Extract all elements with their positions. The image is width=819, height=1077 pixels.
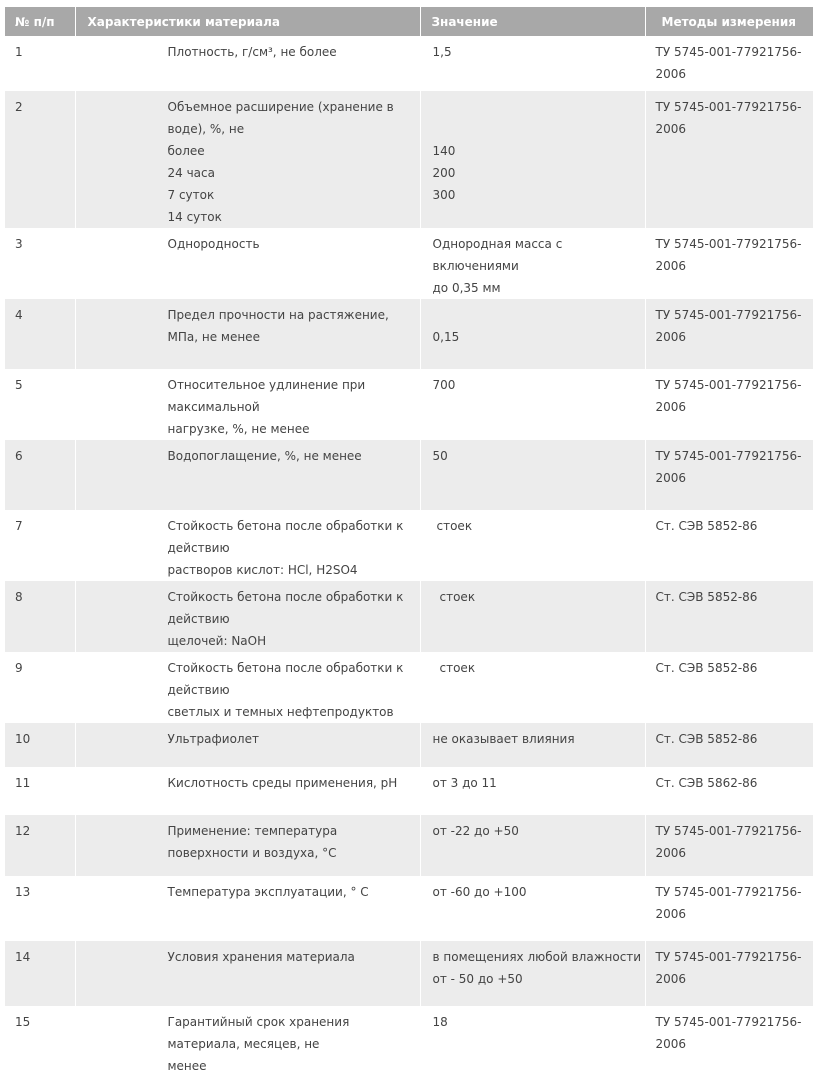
cell-number <box>5 36 75 91</box>
cell-number <box>5 581 75 652</box>
row-number: 14 <box>15 950 31 964</box>
table-row <box>5 652 813 723</box>
header-num: № п/п <box>5 7 75 36</box>
cell-number <box>5 767 75 815</box>
cell-method-line: ТУ 5745-001-77921756- <box>655 45 802 59</box>
cell-value-line: 50 <box>432 449 448 463</box>
cell-method-line: 2006 <box>655 67 687 81</box>
cell-value-line: 0,15 <box>432 330 460 344</box>
table-row <box>5 228 813 299</box>
cell-method-line: 2006 <box>655 972 687 986</box>
row-number: 1 <box>15 45 23 59</box>
cell-method-line: 2006 <box>655 1037 687 1051</box>
cell-characteristic-line: Водопоглащение, %, не менее <box>167 449 362 463</box>
cell-method-line: ТУ 5745-001-77921756- <box>655 950 802 964</box>
cell-method-line: Ст. СЭВ 5852-86 <box>655 732 758 746</box>
properties-table <box>5 7 813 1077</box>
cell-value <box>420 1006 645 1077</box>
header-method <box>645 7 813 36</box>
cell-value-line <box>433 96 645 118</box>
cell-method <box>645 91 813 228</box>
cell-method <box>645 36 813 91</box>
row-number: 6 <box>15 449 23 463</box>
cell-method-line: 2006 <box>655 846 687 860</box>
cell-value <box>420 941 645 1006</box>
cell-value-line: 140 <box>432 144 456 158</box>
cell-number <box>5 299 75 369</box>
cell-method-line: ТУ 5745-001-77921756- <box>655 824 802 838</box>
cell-value-line: 700 <box>432 378 456 392</box>
cell-characteristic-line: Однородность <box>167 237 260 251</box>
header-value-label: Значение <box>431 15 498 29</box>
cell-method <box>645 1006 813 1077</box>
cell-method-line: 2006 <box>655 400 687 414</box>
cell-characteristic-line: нагрузке, %, не менее <box>167 422 310 436</box>
cell-value <box>420 91 645 228</box>
header-characteristic <box>75 7 420 36</box>
table-row <box>5 510 813 581</box>
cell-value-line: 18 <box>432 1015 448 1029</box>
cell-value-line: стоек <box>439 661 476 675</box>
cell-value-line <box>433 304 645 326</box>
cell-characteristic <box>75 91 420 228</box>
cell-characteristic <box>75 1006 420 1077</box>
cell-method <box>645 369 813 440</box>
cell-value-line: 300 <box>432 188 456 202</box>
cell-characteristic-line: светлых и темных нефтепродуктов <box>167 705 394 719</box>
header-method-label: Методы измерения <box>661 15 796 29</box>
cell-method-line: ТУ 5745-001-77921756- <box>655 378 802 392</box>
cell-characteristic <box>75 510 420 581</box>
table-row <box>5 369 813 440</box>
cell-value <box>420 228 645 299</box>
cell-characteristic-line: Условия хранения материала <box>167 950 355 964</box>
cell-characteristic-line: 24 часа <box>167 166 215 180</box>
cell-value <box>420 299 645 369</box>
cell-method-line: Ст. СЭВ 5862-86 <box>655 776 758 790</box>
cell-method <box>645 299 813 369</box>
table-header-row <box>5 7 813 36</box>
cell-method-line: 2006 <box>655 907 687 921</box>
cell-value <box>420 36 645 91</box>
cell-number <box>5 91 75 228</box>
cell-method-line: 2006 <box>655 122 687 136</box>
cell-method-line: ТУ 5745-001-77921756- <box>655 237 802 251</box>
cell-characteristic-line: Кислотность среды применения, pH <box>167 776 398 790</box>
row-number: 13 <box>15 885 31 899</box>
cell-characteristic <box>75 36 420 91</box>
cell-method-line: ТУ 5745-001-77921756- <box>655 308 802 322</box>
cell-characteristic <box>75 876 420 941</box>
cell-characteristic-line: Стойкость бетона после обработки к действию <box>167 590 404 626</box>
cell-method <box>645 815 813 876</box>
cell-method <box>645 228 813 299</box>
cell-method <box>645 510 813 581</box>
cell-characteristic-line: Стойкость бетона после обработки к действию <box>167 519 404 555</box>
cell-method-line: ТУ 5745-001-77921756- <box>655 100 802 114</box>
cell-number <box>5 652 75 723</box>
cell-characteristic <box>75 299 420 369</box>
cell-characteristic-line: Температура эксплуатации, ° С <box>167 885 369 899</box>
cell-characteristic-line: растворов кислот: HCl, H2SO4 <box>167 563 358 577</box>
cell-characteristic-line: менее <box>167 1059 207 1073</box>
cell-characteristic-line: Предел прочности на растяжение, МПа, не менее <box>167 308 389 344</box>
cell-number <box>5 941 75 1006</box>
cell-method-line: 2006 <box>655 330 687 344</box>
cell-value-line: от 3 до 11 <box>432 776 497 790</box>
cell-value <box>420 369 645 440</box>
cell-method <box>645 876 813 941</box>
cell-characteristic <box>75 440 420 510</box>
cell-value-line: от - 50 до +50 <box>432 972 523 986</box>
cell-number <box>5 723 75 767</box>
table-row <box>5 876 813 941</box>
cell-characteristic <box>75 723 420 767</box>
cell-value-line: до 0,35 мм <box>432 281 501 295</box>
row-number: 15 <box>15 1015 31 1029</box>
cell-number <box>5 228 75 299</box>
cell-value-line: стоек <box>436 519 473 533</box>
cell-value-line: от -22 до +50 <box>432 824 519 838</box>
table-row <box>5 815 813 876</box>
cell-value-line: не оказывает влияния <box>432 732 575 746</box>
cell-characteristic-line: более <box>167 144 205 158</box>
cell-value <box>420 815 645 876</box>
header-value <box>420 7 645 36</box>
table-row <box>5 767 813 815</box>
row-number: 10 <box>15 732 31 746</box>
cell-number <box>5 369 75 440</box>
row-number: 12 <box>15 824 31 838</box>
cell-characteristic <box>75 228 420 299</box>
cell-method-line: ТУ 5745-001-77921756- <box>655 885 802 899</box>
cell-characteristic-line: Ультрафиолет <box>167 732 259 746</box>
cell-method-line: 2006 <box>655 471 687 485</box>
cell-value-line: стоек <box>439 590 476 604</box>
cell-value <box>420 652 645 723</box>
cell-characteristic-line: Стойкость бетона после обработки к действию <box>167 661 404 697</box>
row-number: 2 <box>15 100 23 114</box>
cell-characteristic-line: Объемное расширение (хранение в воде), %, не <box>167 100 394 136</box>
table-row <box>5 581 813 652</box>
header-characteristic-label: Характеристики материала <box>87 15 280 29</box>
cell-characteristic-line: щелочей: NaOH <box>167 634 267 648</box>
cell-method <box>645 440 813 510</box>
cell-value <box>420 581 645 652</box>
table-body <box>5 36 813 1077</box>
table-row <box>5 1006 813 1077</box>
cell-number <box>5 876 75 941</box>
cell-method-line: Ст. СЭВ 5852-86 <box>655 519 758 533</box>
cell-value-line: Однородная масса с включениями <box>432 237 563 273</box>
row-number: 9 <box>15 661 23 675</box>
row-number: 4 <box>15 308 23 322</box>
cell-method <box>645 767 813 815</box>
cell-method-line: Ст. СЭВ 5852-86 <box>655 661 758 675</box>
cell-characteristic-line: 7 суток <box>167 188 215 202</box>
table-row <box>5 91 813 228</box>
cell-method <box>645 941 813 1006</box>
cell-number <box>5 440 75 510</box>
cell-method <box>645 723 813 767</box>
cell-method-line: Ст. СЭВ 5852-86 <box>655 590 758 604</box>
cell-number <box>5 815 75 876</box>
cell-method-line: ТУ 5745-001-77921756- <box>655 449 802 463</box>
cell-method <box>645 581 813 652</box>
cell-characteristic-line: Плотность, г/см³, не более <box>167 45 337 59</box>
cell-value-line: 1,5 <box>432 45 452 59</box>
cell-characteristic <box>75 941 420 1006</box>
cell-value <box>420 440 645 510</box>
cell-number <box>5 1006 75 1077</box>
cell-characteristic-line: Применение: температура поверхности и воздуха, °С <box>167 824 338 860</box>
table-row <box>5 941 813 1006</box>
table-row <box>5 36 813 91</box>
table-row <box>5 440 813 510</box>
cell-characteristic <box>75 815 420 876</box>
row-number: 7 <box>15 519 23 533</box>
cell-value <box>420 510 645 581</box>
cell-characteristic <box>75 369 420 440</box>
cell-value-line: в помещениях любой влажности <box>432 950 642 964</box>
cell-method-line: ТУ 5745-001-77921756- <box>655 1015 802 1029</box>
cell-characteristic <box>75 581 420 652</box>
cell-characteristic-line: 14 суток <box>167 210 222 224</box>
cell-value <box>420 876 645 941</box>
cell-characteristic <box>75 767 420 815</box>
cell-value <box>420 723 645 767</box>
table-row <box>5 299 813 369</box>
cell-value-line: 200 <box>432 166 456 180</box>
cell-characteristic <box>75 652 420 723</box>
cell-value-line: от -60 до +100 <box>432 885 527 899</box>
row-number: 5 <box>15 378 23 392</box>
cell-value-line <box>433 118 645 140</box>
cell-method-line: 2006 <box>655 259 687 273</box>
cell-number <box>5 510 75 581</box>
cell-method <box>645 652 813 723</box>
table-row <box>5 723 813 767</box>
row-number: 11 <box>15 776 31 790</box>
cell-characteristic-line: Относительное удлинение при максимальной <box>167 378 366 414</box>
row-number: 3 <box>15 237 23 251</box>
row-number: 8 <box>15 590 23 604</box>
cell-value <box>420 767 645 815</box>
cell-characteristic-line: Гарантийный срок хранения материала, месяцев, не <box>167 1015 350 1051</box>
